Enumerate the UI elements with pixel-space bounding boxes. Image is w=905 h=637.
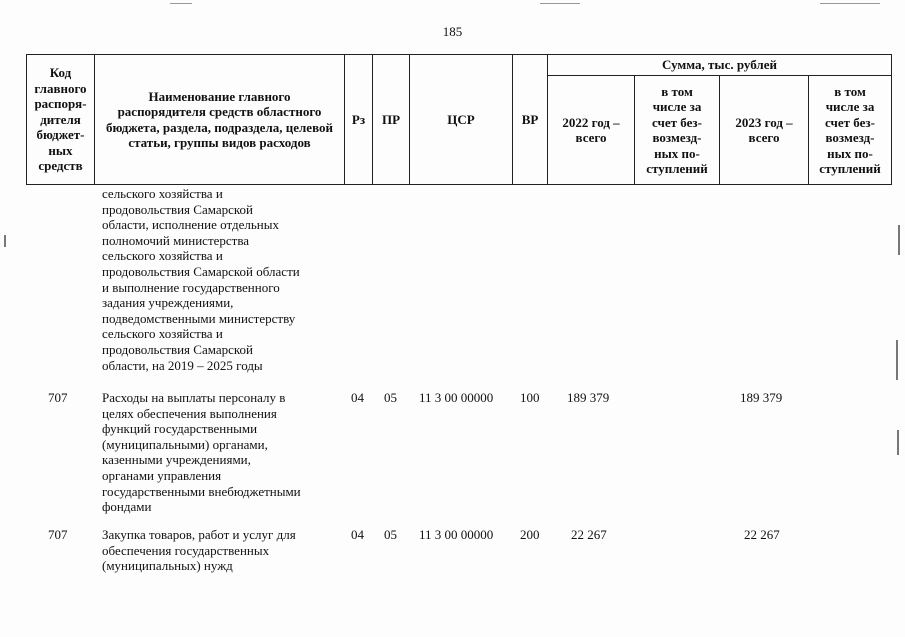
text-line: функций государственными xyxy=(102,421,258,437)
text-line: области, исполнение отдельных xyxy=(102,217,279,233)
row-csr: 11 3 00 00000 xyxy=(419,527,494,542)
text-line: (муниципальных) нужд xyxy=(102,558,233,574)
header-sum-title: Сумма, тыс. рублей xyxy=(662,57,777,73)
header-csr: ЦСР xyxy=(410,55,513,184)
row-vr: 200 xyxy=(520,527,540,542)
header-vr: ВР xyxy=(513,55,548,184)
header-name: Наименование главного распорядителя средств областного бюджета, раздела, подраздела, целевой статьи, группы видов расходов xyxy=(95,55,345,184)
scan-mark xyxy=(896,340,898,380)
row-sum-2022: 189 379 xyxy=(567,390,610,405)
table-header xyxy=(26,54,892,185)
text-line: Закупка товаров, работ и услуг для xyxy=(102,527,296,542)
row-name xyxy=(102,390,301,515)
row-pr: 05 xyxy=(384,527,397,542)
row-name xyxy=(102,527,296,574)
header-rz: Рз xyxy=(345,55,373,184)
text-line: сельского хозяйства и xyxy=(102,186,223,201)
row-vr: 100 xyxy=(520,390,540,405)
text-line: государственными внебюджетными xyxy=(102,483,301,499)
text-line: продовольствия Самарской области xyxy=(102,263,300,279)
header-2023-free: в том числе за счет без-возмезд-ных по-ступлений xyxy=(809,75,891,184)
scan-mark xyxy=(540,3,580,4)
text-line: (муниципальными) органами, xyxy=(102,436,268,452)
header-2022: 2022 год – всего xyxy=(548,75,635,184)
text-line: Расходы на выплаты персоналу в xyxy=(102,390,286,405)
continuation-text xyxy=(102,186,300,373)
header-code: Код главного распоря-дителя бюджет-ных средств xyxy=(27,55,95,184)
row-pr: 05 xyxy=(384,390,397,405)
header-pr: ПР xyxy=(373,55,410,184)
text-line: задания учреждениями, xyxy=(102,295,234,311)
header-2022-free: в том числе за счет без-возмезд-ных по-ступлений xyxy=(635,75,720,184)
text-line: подведомственными министерству xyxy=(102,310,296,326)
row-code: 707 xyxy=(48,390,68,405)
scan-mark xyxy=(4,235,6,247)
row-rz: 04 xyxy=(351,527,364,542)
row-csr: 11 3 00 00000 xyxy=(419,390,494,405)
row-rz: 04 xyxy=(351,390,364,405)
text-line: и выполнение государственного xyxy=(102,279,280,295)
header-2023: 2023 год – всего xyxy=(720,75,809,184)
text-line: казенными учреждениями, xyxy=(102,452,251,468)
scan-mark xyxy=(897,430,899,455)
text-line: продовольствия Самарской xyxy=(102,201,253,217)
text-line: сельского хозяйства и xyxy=(102,248,223,264)
page-number: 185 xyxy=(442,24,463,39)
text-line: полномочий министерства xyxy=(102,232,250,248)
row-sum-2023: 189 379 xyxy=(740,390,783,405)
text-line: обеспечения государственных xyxy=(102,542,270,558)
scan-mark xyxy=(898,225,900,255)
scan-mark xyxy=(820,3,880,4)
text-line: продовольствия Самарской xyxy=(102,341,253,357)
text-line: сельского хозяйства и xyxy=(102,326,223,342)
text-line: целях обеспечения выполнения xyxy=(102,405,277,421)
text-line: области, на 2019 – 2025 годы xyxy=(102,357,263,373)
row-sum-2022: 22 267 xyxy=(571,527,607,542)
row-code: 707 xyxy=(48,527,68,542)
text-line: фондами xyxy=(102,499,152,515)
scan-mark xyxy=(170,3,192,4)
row-sum-2023: 22 267 xyxy=(744,527,780,542)
text-line: органами управления xyxy=(102,467,222,483)
